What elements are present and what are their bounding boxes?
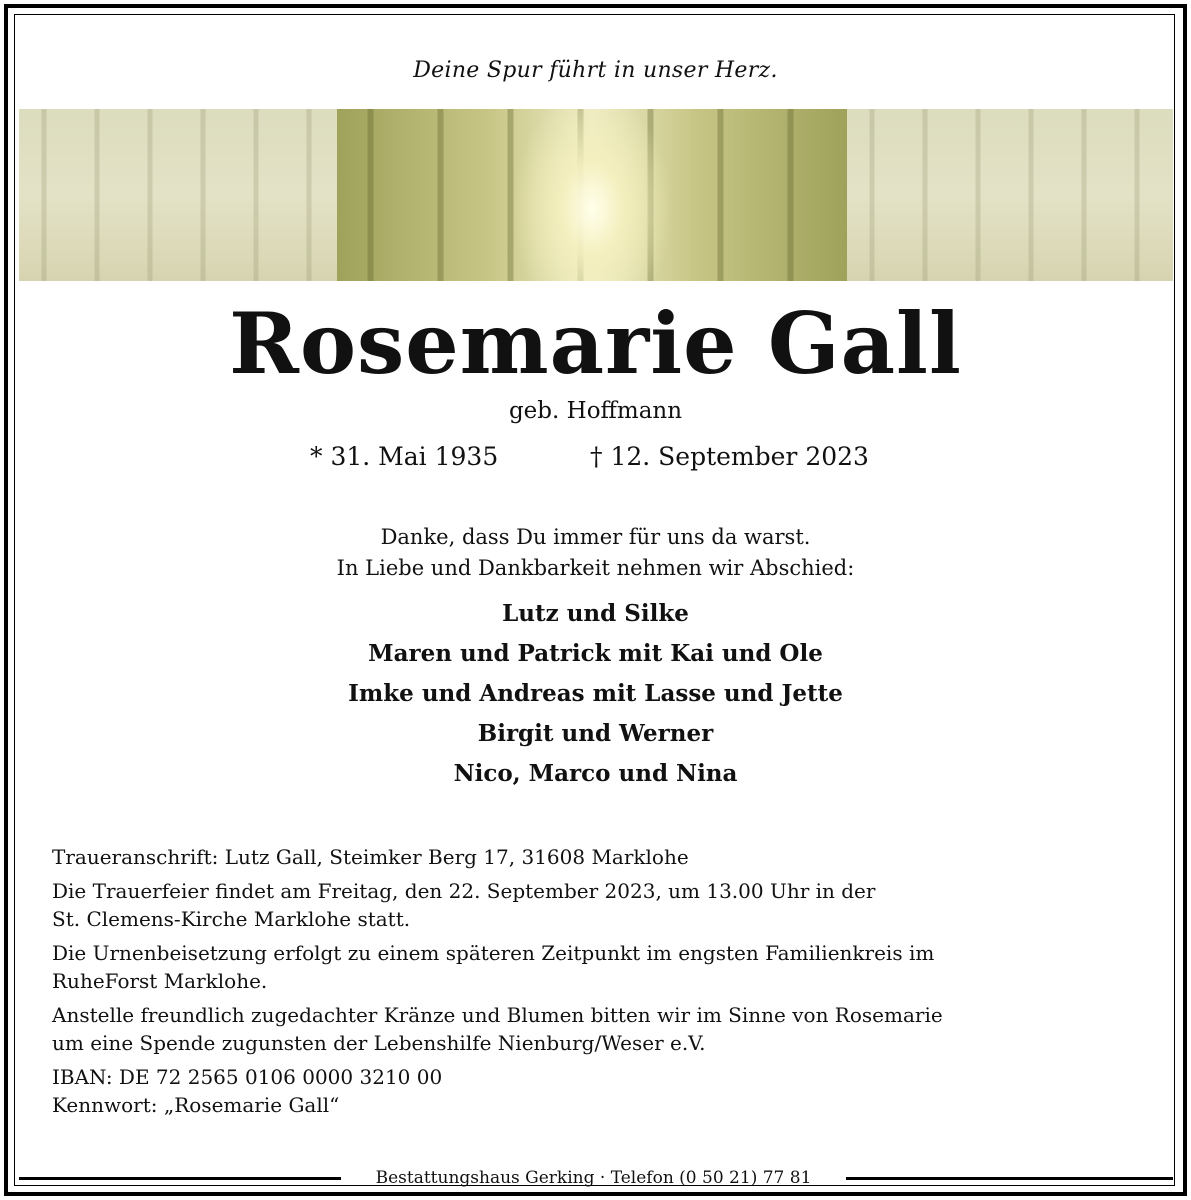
bank-details	[52, 1063, 1142, 1119]
donation-request	[52, 1001, 1142, 1057]
mourner-entry: Maren und Patrick mit Kai und Ole	[368, 640, 823, 667]
funeral-service	[52, 877, 1142, 933]
urn-burial-line: Die Urnenbeisetzung erfolgt zu einem späteren Zeitpunkt im engsten Familienkreis im	[52, 941, 935, 965]
mourner-entry: Lutz und Silke	[502, 600, 689, 627]
keyword: Kennwort: „Rosemarie Gall“	[52, 1093, 340, 1117]
mourner-entry: Birgit und Werner	[477, 720, 714, 747]
urn-burial-line: RuheForst Marklohe.	[52, 969, 268, 993]
funeral-service-line: St. Clemens-Kirche Marklohe statt.	[52, 907, 411, 931]
birth-date: * 31. Mai 1935	[310, 442, 499, 471]
thanks-line: In Liebe und Dankbarkeit nehmen wir Abschied:	[336, 556, 855, 580]
thanks-line: Danke, dass Du immer für uns da warst.	[380, 525, 811, 549]
forest-path-image	[19, 109, 1173, 281]
urn-burial	[52, 939, 1142, 995]
deceased-name: Rosemarie Gall	[229, 294, 962, 393]
mourner-entry: Nico, Marco und Nina	[453, 760, 738, 787]
iban: IBAN: DE 72 2565 0106 0000 3210 00	[52, 1065, 443, 1089]
motto: Deine Spur führt in unser Herz.	[413, 58, 778, 83]
funeral-info	[52, 843, 1142, 1125]
forest-right-panel	[847, 109, 1173, 281]
donation-line: Anstelle freundlich zugedachter Kränze und Blumen bitten wir im Sinne von Rosemarie	[52, 1003, 943, 1027]
funeral-service-line: Die Trauerfeier findet am Freitag, den 22. September 2023, um 13.00 Uhr in der	[52, 879, 876, 903]
footer-rule-left	[19, 1177, 341, 1180]
maiden-name: geb. Hoffmann	[508, 398, 683, 424]
footer	[19, 1166, 1173, 1190]
mourning-address: Traueranschrift: Lutz Gall, Steimker Berg 17, 31608 Marklohe	[52, 845, 689, 869]
funeral-home: Bestattungshaus Gerking · Telefon (0 50 21) 77 81	[375, 1168, 812, 1188]
mourner-entry: Imke und Andreas mit Lasse und Jette	[348, 680, 843, 707]
mourners-list	[0, 594, 1191, 794]
footer-rule-right	[846, 1177, 1173, 1180]
death-date: † 12. September 2023	[590, 442, 869, 471]
thanks-text	[0, 522, 1191, 584]
forest-center-panel	[337, 109, 847, 281]
forest-left-panel	[19, 109, 337, 281]
donation-line: um eine Spende zugunsten der Lebenshilfe Nienburg/Weser e.V.	[52, 1031, 706, 1055]
